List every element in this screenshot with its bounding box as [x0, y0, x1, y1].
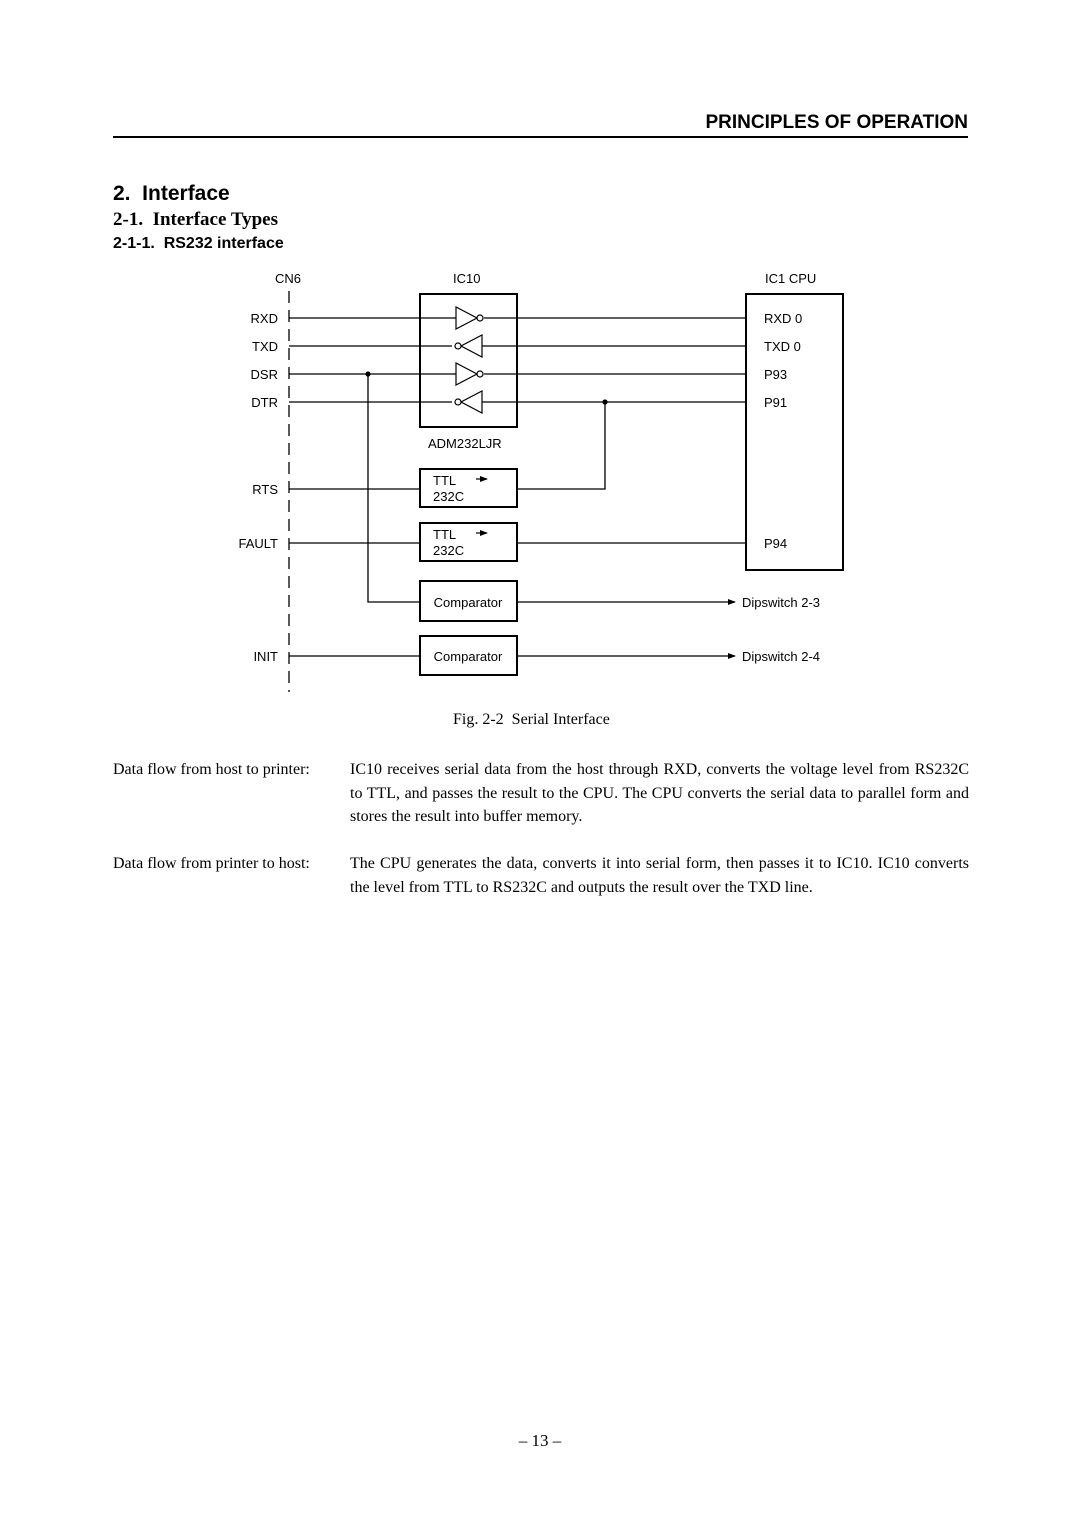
cpu-pin-p94: P94 — [764, 536, 788, 551]
driver-chip-name: ADM232LJR — [428, 436, 502, 451]
dataflow-term: Data flow from printer to host: — [113, 855, 310, 872]
driver-buffer-txd — [461, 335, 482, 357]
inverter-bubble-rxd — [477, 315, 483, 321]
dataflow-description: The CPU generates the data, converts it into serial form, then passes it to IC10. IC10 converts the level from TTL to RS232C and outputs the result over the TXD line. — [350, 855, 969, 896]
signal-label-rxd: RXD — [250, 311, 278, 326]
dataflow-term: Data flow from host to printer: — [113, 761, 310, 778]
connector-label: CN6 — [275, 271, 302, 286]
comparator-dsr-label: Comparator — [433, 595, 503, 610]
junction-dot-dtr — [602, 399, 607, 404]
ttl-converter-rts-line2: 232C — [433, 489, 465, 504]
signal-label-init: INIT — [253, 649, 278, 664]
signal-label-txd: TXD — [252, 339, 278, 354]
dataflow-paragraph-printer-to-host — [113, 852, 969, 899]
subsubsection-title: 2-1-1. RS232 interface — [113, 235, 284, 252]
cpu-box — [746, 294, 843, 570]
dataflow-description: IC10 receives serial data from the host through RXD, converts the voltage level from RS232C to TTL, and passes the result to the CPU. The CPU converts the serial data to parallel form and stores the result into buffer memory. — [350, 761, 969, 825]
signal-label-dsr: DSR — [250, 367, 278, 382]
inverter-bubble-dtr — [455, 399, 461, 405]
ttl-converter-fault-line2: 232C — [433, 543, 465, 558]
figure-caption: Fig. 2-2 Serial Interface — [453, 711, 610, 728]
cpu-pin-txd0: TXD 0 — [764, 339, 801, 354]
dipswitch-2-3-label: Dipswitch 2-3 — [742, 595, 821, 610]
comparator-init-label: Comparator — [433, 649, 503, 664]
inverter-bubble-txd — [455, 343, 461, 349]
ttl-converter-rts-line1: TTL — [433, 473, 457, 488]
wire-dtr-to-ttl — [517, 402, 605, 489]
signal-label-fault: FAULT — [238, 536, 278, 551]
receiver-buffer-rxd — [456, 307, 477, 329]
junction-dot-dsr — [365, 371, 370, 376]
dipswitch-2-4-label: Dipswitch 2-4 — [742, 649, 821, 664]
serial-interface-diagram — [0, 0, 1080, 700]
section-title: 2. Interface — [113, 182, 230, 205]
cpu-label: IC1 CPU — [765, 271, 817, 286]
dataflow-paragraph-host-to-printer — [113, 758, 969, 829]
driver-buffer-dtr — [461, 391, 482, 413]
signal-label-rts: RTS — [252, 482, 278, 497]
signal-label-dtr: DTR — [251, 395, 278, 410]
driver-ic-label: IC10 — [453, 271, 481, 286]
page-number: – 13 – — [518, 1431, 562, 1450]
cpu-pin-p91: P91 — [764, 395, 788, 410]
inverter-bubble-dsr — [477, 371, 483, 377]
subsection-title: 2-1. Interface Types — [113, 209, 278, 230]
running-header-title: PRINCIPLES OF OPERATION — [705, 112, 968, 133]
cpu-pin-rxd0: RXD 0 — [764, 311, 803, 326]
wire-dsr-to-comparator — [368, 374, 420, 602]
receiver-buffer-dsr — [456, 363, 477, 385]
cpu-pin-p93: P93 — [764, 367, 788, 382]
ttl-converter-fault-line1: TTL — [433, 527, 457, 542]
